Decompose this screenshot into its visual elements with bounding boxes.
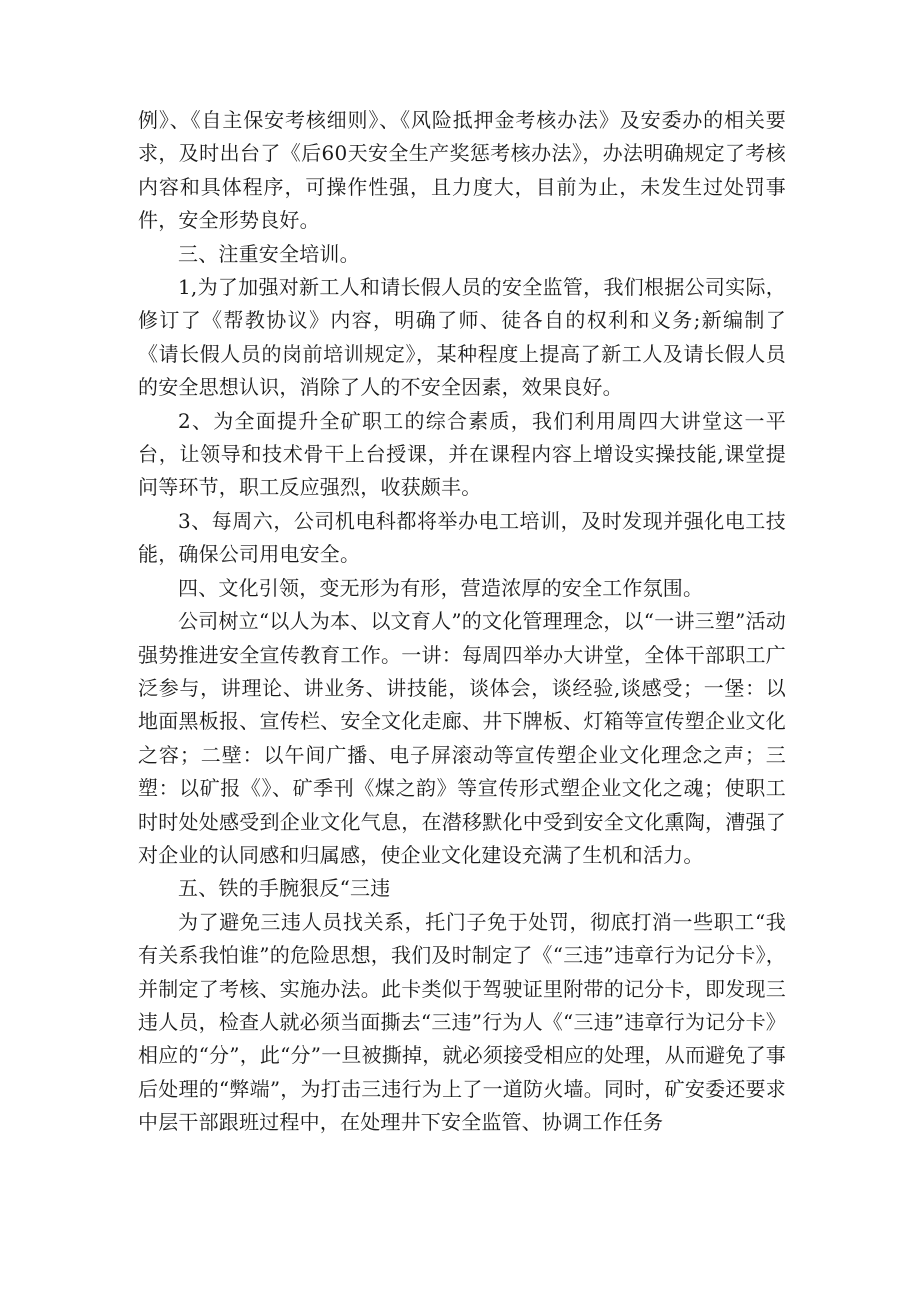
- section-heading-culture: 四、文化引领，变无形为有形，营造浓厚的安全工作氛围。: [178, 575, 704, 600]
- paragraph-culture: 公司树立“以人为本、以文育人”的文化管理理念，以“一讲三塑”活动强势推进安全宣传教育工作。一讲：每周四举办大讲堂，全体干部职工广泛参与，讲理论、讲业务、讲技能，谈体会，谈经验,谈感受；一堡：以地面黑板报、宣传栏、安全文化走廊、井下牌板、灯箱等宣传塑企业文化之容；二壁：以午间广播、电子屏滚动等宣传塑企业文化理念之声；三塑：以矿报《》、矿季刊《煤之韵》等宣传形式塑企业文化之魂；使职工时时处处感受到企业文化气息，在潜移默化中受到安全文化熏陶，漕强了对企业的认同感和归属感，使企业文化建设充满了生机和活力。: [138, 609, 786, 867]
- paragraph-continuation: 例》、《自主保安考核细则》、《风险抵押金考核办法》及安委办的相关要求，及时出台了《后60天安全生产奖惩考核办法》，办法明确规定了考核内容和具体程序，可操作性强，且力度大，目前为止，未发生过处罚事件，安全形势良好。: [138, 108, 786, 233]
- paragraph-training-item-1: 1,为了加强对新工人和请长假人员的安全监管，我们根据公司实际，修订了《帮教协议》内容，明确了师、徒各自的权利和义务;新编制了《请长假人员的岗前培训规定》，某种程度上提高了新工人及请长假人员的安全思想认识，消除了人的不安全因素，效果良好。: [138, 275, 786, 400]
- section-heading-violations: 五、铁的手腕狠反“三违: [178, 876, 391, 901]
- paragraph-training-item-3: 3、每周六，公司机电科都将举办电工培训，及时发现并强化电工技能，确保公司用电安全。: [138, 508, 786, 567]
- paragraph-training-item-2: 2、为全面提升全矿职工的综合素质，我们利用周四大讲堂这一平台，让领导和技术骨干上台授课，并在课程内容上增设实操技能,课堂提问等环节，职工反应强烈，收获颇丰。: [138, 408, 786, 500]
- paragraph-violations: 为了避免三违人员找关系，托门子免于处罚，彻底打消一些职工“我有关系我怕谁”的危险思想，我们及时制定了《“三违”违章行为记分卡》，并制定了考核、实施办法。此卡类似于驾驶证里附带的记分卡，即发现三违人员，检查人就必须当面撕去“三违”行为人《“三违”违章行为记分卡》相应的“分”，此“分”一旦被撕掉，就必须接受相应的处理，从而避免了事后处理的“弊端”，为打击三违行为上了一道防火墙。同时，矿安委还要求中层干部跟班过程中，在处理井下安全监管、协调工作任务: [138, 909, 786, 1135]
- document-body: [138, 104, 786, 1140]
- section-heading-safety-training: 三、注重安全培训。: [178, 241, 360, 266]
